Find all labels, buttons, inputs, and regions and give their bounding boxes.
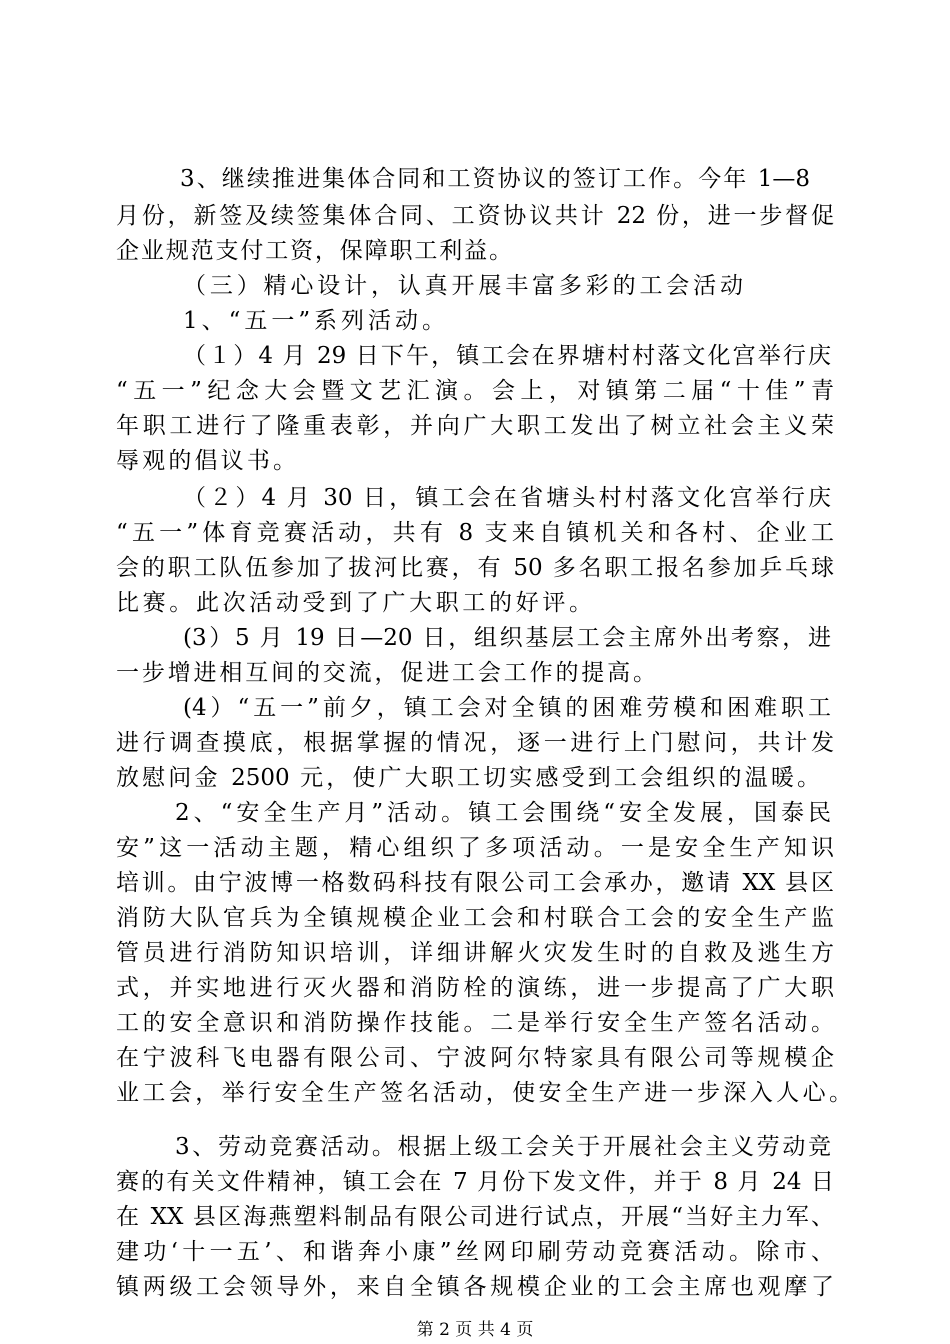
text-line: “五一”纪念大会暨文艺汇演。会上，对镇第二届“十佳”青 [116,378,834,404]
text-line: 培训。由宁波博一格数码科技有限公司工会承办，邀请 XX 县区 [116,870,834,896]
text-line: “五一”体育竞赛活动，共有 8 支来自镇机关和各村、企业工 [116,520,834,546]
text-line: 安”这一活动主题，精心组织了多项活动。一是安全生产知识 [116,835,834,861]
text-line: 会的职工队伍参加了拔河比赛，有 50 多名职工报名参加乒乓球 [116,555,834,581]
text-line: （２）4 月 30 日，镇工会在省塘头村村落文化宫举行庆 [183,485,831,511]
text-line: 消防大队官兵为全镇规模企业工会和村联合工会的安全生产监 [116,905,834,931]
text-line: (3）5 月 19 日—20 日，组织基层工会主席外出考察，进 [183,625,831,651]
text-line: 3、继续推进集体合同和工资协议的签订工作。今年 1—8 [180,166,810,192]
text-line: （三）精心设计，认真开展丰富多彩的工会活动 [183,273,743,299]
text-line: (4）“五一”前夕，镇工会对全镇的困难劳模和困难职工 [183,695,831,721]
text-line: 1、“五一”系列活动。 [183,308,445,334]
text-line: 镇两级工会领导外，来自全镇各规模企业的工会主席也观摩了 [116,1274,834,1300]
text-line: 在 XX 县区海燕塑料制品有限公司进行试点，开展“当好主力军、 [116,1204,834,1230]
text-line: 年职工进行了隆重表彰，并向广大职工发出了树立社会主义荣 [116,413,834,439]
text-line: 企业规范支付工资，保障职工利益。 [116,238,512,264]
text-line: 工的安全意识和消防操作技能。二是举行安全生产签名活动。 [116,1010,834,1036]
text-line: 管员进行消防知识培训，详细讲解火灾发生时的自救及逃生方 [116,940,834,966]
text-line: 在宁波科飞电器有限公司、宁波阿尔特家具有限公司等规模企 [116,1045,834,1071]
text-line: 一步增进相互间的交流，促进工会工作的提高。 [116,660,656,686]
text-line: 进行调查摸底，根据掌握的情况，逐一进行上门慰问，共计发 [116,730,834,756]
page-footer: 第 2 页 共 4 页 [416,1320,534,1340]
text-line: 业工会，举行安全生产签名活动，使安全生产进一步深入人心。 [116,1080,852,1106]
text-line: 赛的有关文件精神，镇工会在 7 月份下发文件，并于 8 月 24 日 [116,1169,834,1195]
text-line: 比赛。此次活动受到了广大职工的好评。 [116,590,592,616]
text-line: 2、“安全生产月”活动。镇工会围绕“安全发展，国泰民 [175,800,831,826]
text-line: 建功‘十一五’、和谐奔小康”丝网印刷劳动竞赛活动。除市、 [116,1239,834,1265]
text-line: 辱观的倡议书。 [116,448,296,474]
text-line: 3、劳动竞赛活动。根据上级工会关于开展社会主义劳动竞 [175,1134,831,1160]
text-line: （１）4 月 29 日下午，镇工会在界塘村村落文化宫举行庆 [183,343,831,369]
text-line: 月份，新签及续签集体合同、工资协议共计 22 份，进一步督促 [116,203,834,229]
text-line: 放慰问金 2500 元，使广大职工切实感受到工会组织的温暖。 [116,765,820,791]
text-line: 式，并实地进行灭火器和消防栓的演练，进一步提高了广大职 [116,975,834,1001]
